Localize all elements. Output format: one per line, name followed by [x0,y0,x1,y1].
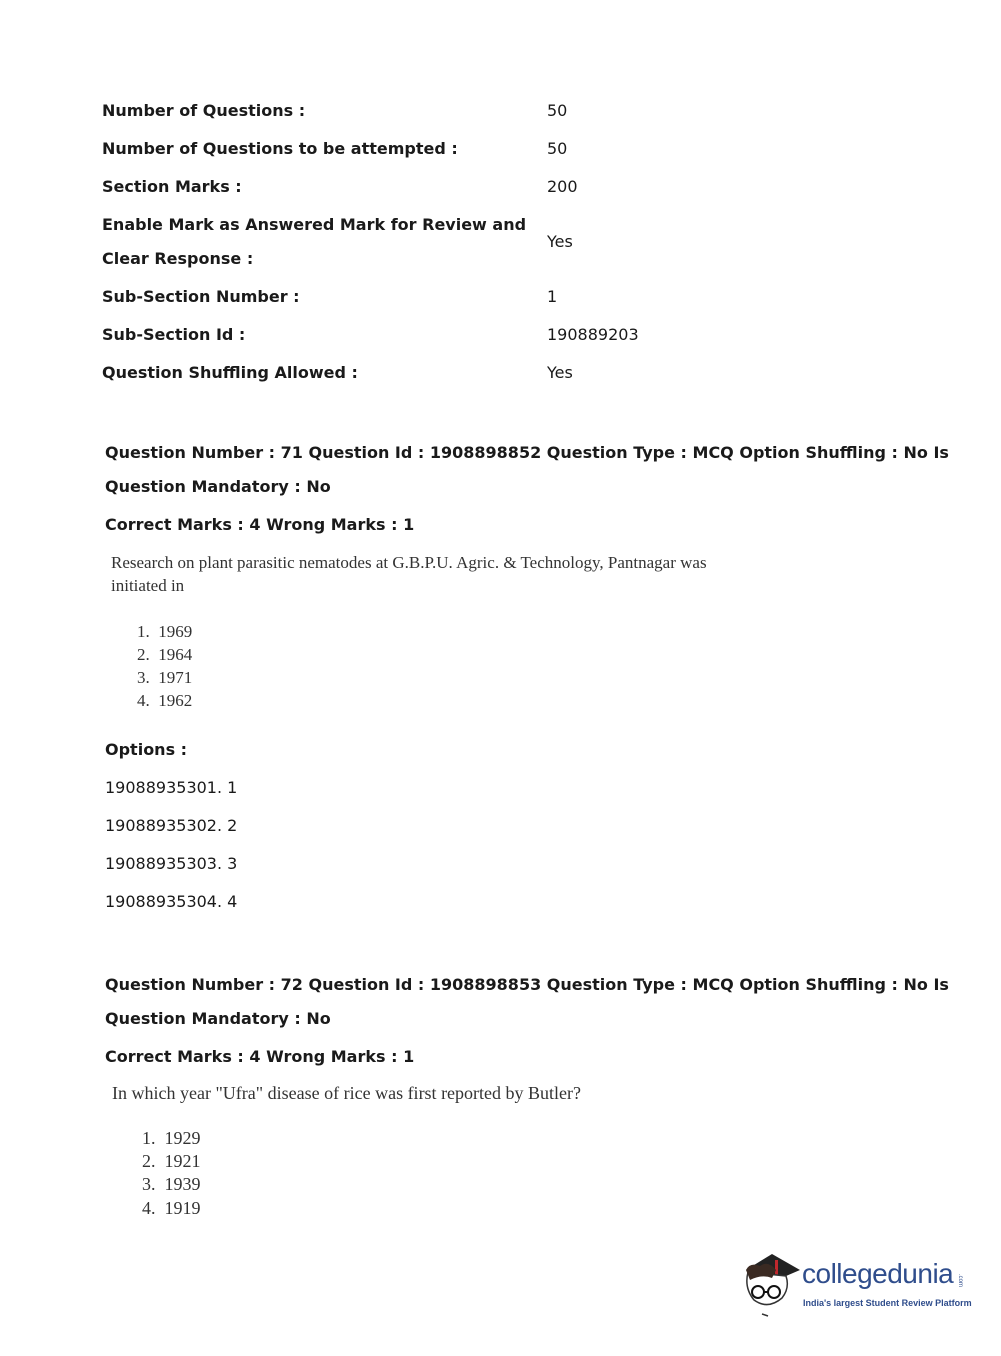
q72-choice: 4. 1919 [142,1198,201,1218]
value-enable-mark: Yes [547,232,573,251]
q72-choice: 1. 1929 [142,1128,201,1148]
q72-header: Question Number : 72 Question Id : 1908898853 Question Type : MCQ Option Shuffling : No Is [105,975,949,994]
label-question-shuffling: Question Shuffling Allowed : [102,363,358,382]
q71-header: Question Number : 71 Question Id : 1908898852 Question Type : MCQ Option Shuffling : No Is [105,443,949,462]
value-number-of-questions: 50 [547,101,568,120]
q71-option: 19088935302. 2 [105,816,238,835]
label-sub-section-id: Sub-Section Id : [102,325,246,344]
mascot-icon [742,1248,802,1320]
q71-marks: Correct Marks : 4 Wrong Marks : 1 [105,515,415,534]
value-question-shuffling: Yes [547,363,573,382]
label-enable-mark-line2: Clear Response : [102,249,254,268]
q71-choice: 4. 1962 [137,691,193,710]
label-enable-mark: Enable Mark as Answered Mark for Review and [102,215,527,234]
label-number-of-questions: Number of Questions : [102,101,306,120]
q71-options-label: Options : [105,740,188,759]
q71-choice: 1. 1969 [137,622,193,641]
label-section-marks: Section Marks : [102,177,242,196]
q71-text: Research on plant parasitic nematodes at G.B.P.U. Agric. & Technology, Pantnagar was [111,553,707,572]
q71-option: 19088935303. 3 [105,854,238,873]
q71-choice: 3. 1971 [137,668,193,687]
value-sub-section-id: 190889203 [547,325,639,344]
q71-option: 19088935301. 1 [105,778,238,797]
logo-suffix: .com [957,1274,963,1288]
collegedunia-logo [742,1248,972,1320]
q72-mandatory: Question Mandatory : No [105,1009,331,1028]
q71-text-line2: initiated in [111,576,185,595]
q71-mandatory: Question Mandatory : No [105,477,331,496]
q71-option: 19088935304. 4 [105,892,238,911]
q71-choice: 2. 1964 [137,645,193,664]
q72-choice: 3. 1939 [142,1174,201,1194]
value-sub-section-number: 1 [547,287,558,306]
q72-marks: Correct Marks : 4 Wrong Marks : 1 [105,1047,415,1066]
logo-tagline: India's largest Student Review Platform [803,1298,972,1308]
q72-text: In which year "Ufra" disease of rice was first reported by Butler? [112,1083,582,1103]
logo-brand: collegedunia [802,1258,954,1289]
q72-choice: 2. 1921 [142,1151,201,1171]
value-questions-attempted: 50 [547,139,568,158]
value-section-marks: 200 [547,177,578,196]
label-questions-attempted: Number of Questions to be attempted : [102,139,458,158]
label-sub-section-number: Sub-Section Number : [102,287,300,306]
